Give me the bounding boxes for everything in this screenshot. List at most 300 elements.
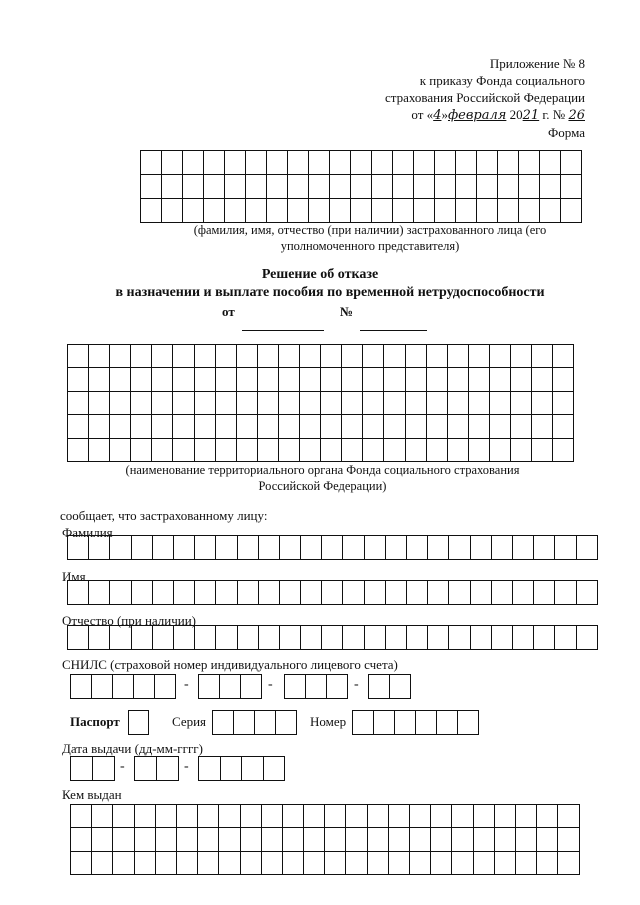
grid-cell[interactable] [279,345,300,368]
grid-cell[interactable] [490,345,511,368]
grid-cell[interactable] [89,536,110,560]
grid-cell[interactable] [456,151,477,175]
grid-cell[interactable] [490,439,511,462]
grid-cell[interactable] [195,392,216,415]
grid-cell[interactable] [213,711,234,735]
grid-cell[interactable] [534,581,555,605]
grid-cell[interactable] [577,536,598,560]
grid-cell[interactable] [71,805,92,828]
grid-cell[interactable] [113,675,134,699]
grid-cell[interactable] [131,392,152,415]
grid-cell[interactable] [363,439,384,462]
grid-cell[interactable] [414,175,435,199]
grid-cell[interactable] [132,626,153,650]
grid-cell[interactable] [279,415,300,438]
grid-cell[interactable] [135,828,156,851]
grid-cell[interactable] [384,415,405,438]
grid-cell[interactable] [410,828,431,851]
passport-checkbox[interactable] [128,710,149,735]
grid-cell[interactable] [68,581,89,605]
grid-cell[interactable] [183,175,204,199]
grid-cell[interactable] [216,581,237,605]
grid-cell[interactable] [343,581,364,605]
grid-cell[interactable] [141,199,162,223]
grid-cell[interactable] [68,626,89,650]
grid-cell[interactable] [92,828,113,851]
grid-cell[interactable] [558,852,579,875]
grid-cell[interactable] [555,626,576,650]
grid-cell[interactable] [414,151,435,175]
grid-cell[interactable] [327,675,348,699]
grid-cell[interactable] [304,805,325,828]
grid-cell[interactable] [300,415,321,438]
grid-cell[interactable] [258,368,279,391]
grid-cell[interactable] [553,392,574,415]
grid-cell[interactable] [110,439,131,462]
grid-cell[interactable] [301,581,322,605]
grid-cell[interactable] [129,711,149,735]
grid-cell[interactable] [553,439,574,462]
grid-cell[interactable] [309,175,330,199]
grid-cell[interactable] [490,368,511,391]
grid-cell[interactable] [301,626,322,650]
grid-cell[interactable] [241,675,262,699]
grid-cell[interactable] [234,711,255,735]
grid-cell[interactable] [390,675,411,699]
grid-cell[interactable] [131,415,152,438]
grid-cell[interactable] [259,536,280,560]
grid-cell[interactable] [177,852,198,875]
grid-cell[interactable] [511,368,532,391]
grid-cell[interactable] [342,345,363,368]
grid-cell[interactable] [343,626,364,650]
grid-cell[interactable] [280,626,301,650]
grid-cell[interactable] [393,199,414,223]
grid-cell[interactable] [238,581,259,605]
grid-cell[interactable] [89,626,110,650]
snils-part-4[interactable] [368,674,411,699]
grid-cell[interactable] [300,368,321,391]
grid-cell[interactable] [195,345,216,368]
grid-cell[interactable] [237,368,258,391]
grid-cell[interactable] [183,151,204,175]
grid-cell[interactable] [456,199,477,223]
grid-cell[interactable] [152,415,173,438]
grid-cell[interactable] [131,345,152,368]
grid-cell[interactable] [173,415,194,438]
grid-cell[interactable] [309,151,330,175]
grid-cell[interactable] [553,345,574,368]
grid-cell[interactable] [406,415,427,438]
grid-cell[interactable] [416,711,437,735]
grid-cell[interactable] [448,392,469,415]
grid-cell[interactable] [558,805,579,828]
grid-cell[interactable] [406,368,427,391]
grid-cell[interactable] [195,415,216,438]
grid-cell[interactable] [173,368,194,391]
grid-cell[interactable] [395,711,416,735]
grid-cell[interactable] [92,805,113,828]
grid-cell[interactable] [346,852,367,875]
grid-cell[interactable] [532,392,553,415]
grid-cell[interactable] [384,368,405,391]
grid-cell[interactable] [469,439,490,462]
grid-cell[interactable] [113,852,134,875]
grid-cell[interactable] [279,392,300,415]
grid-cell[interactable] [410,852,431,875]
grid-cell[interactable] [321,415,342,438]
grid-cell[interactable] [204,199,225,223]
grid-cell[interactable] [435,151,456,175]
grid-cell[interactable] [132,581,153,605]
grid-cell[interactable] [288,199,309,223]
grid-cell[interactable] [152,345,173,368]
grid-cell[interactable] [195,439,216,462]
grid-cell[interactable] [368,852,389,875]
grid-cell[interactable] [511,392,532,415]
grid-cell[interactable] [407,536,428,560]
grid-cell[interactable] [471,581,492,605]
grid-cell[interactable] [195,626,216,650]
grid-cell[interactable] [386,536,407,560]
grid-cell[interactable] [216,439,237,462]
grid-cell[interactable] [155,675,176,699]
surname-grid[interactable] [67,535,598,560]
grid-cell[interactable] [553,368,574,391]
grid-cell[interactable] [241,852,262,875]
grid-cell[interactable] [113,805,134,828]
grid-cell[interactable] [68,439,89,462]
grid-cell[interactable] [279,368,300,391]
grid-cell[interactable] [449,626,470,650]
grid-cell[interactable] [93,757,115,781]
grid-cell[interactable] [141,175,162,199]
grid-cell[interactable] [458,711,479,735]
grid-cell[interactable] [330,175,351,199]
grid-cell[interactable] [198,828,219,851]
grid-cell[interactable] [152,368,173,391]
grid-cell[interactable] [386,626,407,650]
grid-cell[interactable] [283,828,304,851]
grid-cell[interactable] [259,581,280,605]
grid-cell[interactable] [135,757,157,781]
grid-cell[interactable] [132,536,153,560]
grid-cell[interactable] [309,199,330,223]
grid-cell[interactable] [68,368,89,391]
grid-cell[interactable] [511,439,532,462]
grid-cell[interactable] [365,626,386,650]
grid-cell[interactable] [372,151,393,175]
grid-cell[interactable] [238,536,259,560]
grid-cell[interactable] [513,536,534,560]
grid-cell[interactable] [537,828,558,851]
grid-cell[interactable] [225,151,246,175]
grid-cell[interactable] [365,581,386,605]
grid-cell[interactable] [498,199,519,223]
grid-cell[interactable] [267,199,288,223]
grid-cell[interactable] [71,675,92,699]
grid-cell[interactable] [448,439,469,462]
grid-cell[interactable] [71,757,93,781]
grid-cell[interactable] [216,536,237,560]
grid-cell[interactable] [225,175,246,199]
grid-cell[interactable] [322,581,343,605]
grid-cell[interactable] [246,199,267,223]
grid-cell[interactable] [162,199,183,223]
grid-cell[interactable] [183,199,204,223]
grid-cell[interactable] [110,581,131,605]
grid-cell[interactable] [237,439,258,462]
grid-cell[interactable] [280,581,301,605]
grid-cell[interactable] [216,368,237,391]
grid-cell[interactable] [321,368,342,391]
grid-cell[interactable] [406,439,427,462]
grid-cell[interactable] [363,368,384,391]
grid-cell[interactable] [135,805,156,828]
grid-cell[interactable] [540,151,561,175]
grid-cell[interactable] [389,828,410,851]
grid-cell[interactable] [177,805,198,828]
grid-cell[interactable] [389,852,410,875]
grid-cell[interactable] [204,151,225,175]
grid-cell[interactable] [469,345,490,368]
grid-cell[interactable] [255,711,276,735]
grid-cell[interactable] [199,675,220,699]
grid-cell[interactable] [384,345,405,368]
grid-cell[interactable] [577,626,598,650]
grid-cell[interactable] [519,151,540,175]
grid-cell[interactable] [330,151,351,175]
grid-cell[interactable] [448,368,469,391]
grid-cell[interactable] [237,392,258,415]
grid-cell[interactable] [258,415,279,438]
grid-cell[interactable] [435,199,456,223]
grid-cell[interactable] [368,828,389,851]
grid-cell[interactable] [427,392,448,415]
grid-cell[interactable] [474,828,495,851]
grid-cell[interactable] [363,392,384,415]
grid-cell[interactable] [516,805,537,828]
grid-cell[interactable] [428,626,449,650]
grid-cell[interactable] [216,392,237,415]
grid-cell[interactable] [110,368,131,391]
grid-cell[interactable] [449,536,470,560]
grid-cell[interactable] [513,581,534,605]
grid-cell[interactable] [537,852,558,875]
grid-cell[interactable] [156,852,177,875]
snils-part-1[interactable] [70,674,176,699]
grid-cell[interactable] [173,345,194,368]
grid-cell[interactable] [495,828,516,851]
grid-cell[interactable] [519,199,540,223]
grid-cell[interactable] [259,626,280,650]
grid-cell[interactable] [246,151,267,175]
grid-cell[interactable] [110,392,131,415]
grid-cell[interactable] [346,805,367,828]
grid-cell[interactable] [258,345,279,368]
issue-month-grid[interactable] [134,756,179,781]
grid-cell[interactable] [428,536,449,560]
grid-cell[interactable] [492,626,513,650]
grid-cell[interactable] [351,151,372,175]
grid-cell[interactable] [351,175,372,199]
grid-cell[interactable] [242,757,264,781]
grid-cell[interactable] [363,415,384,438]
grid-cell[interactable] [384,439,405,462]
grid-cell[interactable] [555,536,576,560]
grid-cell[interactable] [262,852,283,875]
grid-cell[interactable] [431,852,452,875]
grid-cell[interactable] [276,711,297,735]
grid-cell[interactable] [283,805,304,828]
grid-cell[interactable] [471,626,492,650]
grid-cell[interactable] [393,175,414,199]
grid-cell[interactable] [241,828,262,851]
grid-cell[interactable] [153,536,174,560]
grid-cell[interactable] [407,581,428,605]
grid-cell[interactable] [365,536,386,560]
grid-cell[interactable] [342,415,363,438]
grid-cell[interactable] [448,415,469,438]
grid-cell[interactable] [406,392,427,415]
grid-cell[interactable] [471,536,492,560]
grid-cell[interactable] [162,151,183,175]
grid-cell[interactable] [353,711,374,735]
grid-cell[interactable] [431,828,452,851]
grid-cell[interactable] [393,151,414,175]
grid-cell[interactable] [495,852,516,875]
grid-cell[interactable] [427,439,448,462]
grid-cell[interactable] [342,392,363,415]
grid-cell[interactable] [477,175,498,199]
grid-cell[interactable] [513,626,534,650]
grid-cell[interactable] [221,757,243,781]
grid-cell[interactable] [156,805,177,828]
grid-cell[interactable] [532,368,553,391]
grid-cell[interactable] [300,345,321,368]
issue-day-grid[interactable] [70,756,115,781]
issued-by-grid[interactable] [70,804,580,875]
grid-cell[interactable] [110,415,131,438]
grid-cell[interactable] [342,368,363,391]
grid-cell[interactable] [321,392,342,415]
grid-cell[interactable] [407,626,428,650]
grid-cell[interactable] [177,828,198,851]
grid-cell[interactable] [477,199,498,223]
decision-date-line[interactable] [242,330,324,331]
grid-cell[interactable] [555,581,576,605]
grid-cell[interactable] [469,392,490,415]
grid-cell[interactable] [534,536,555,560]
grid-cell[interactable] [288,151,309,175]
grid-cell[interactable] [437,711,458,735]
grid-cell[interactable] [267,151,288,175]
grid-cell[interactable] [258,439,279,462]
grid-cell[interactable] [410,805,431,828]
grid-cell[interactable] [241,805,262,828]
grid-cell[interactable] [280,536,301,560]
grid-cell[interactable] [264,757,286,781]
grid-cell[interactable] [427,345,448,368]
grid-cell[interactable] [540,175,561,199]
grid-cell[interactable] [89,581,110,605]
grid-cell[interactable] [346,828,367,851]
grid-cell[interactable] [322,536,343,560]
grid-cell[interactable] [342,439,363,462]
grid-cell[interactable] [474,805,495,828]
grid-cell[interactable] [477,151,498,175]
grid-cell[interactable] [237,415,258,438]
grid-cell[interactable] [89,368,110,391]
snils-part-3[interactable] [284,674,348,699]
passport-series-grid[interactable] [212,710,297,735]
grid-cell[interactable] [283,852,304,875]
grid-cell[interactable] [474,852,495,875]
grid-cell[interactable] [519,175,540,199]
grid-cell[interactable] [343,536,364,560]
grid-cell[interactable] [89,345,110,368]
grid-cell[interactable] [89,439,110,462]
grid-cell[interactable] [498,175,519,199]
grid-cell[interactable] [131,368,152,391]
grid-cell[interactable] [174,581,195,605]
grid-cell[interactable] [216,626,237,650]
grid-cell[interactable] [68,345,89,368]
grid-cell[interactable] [321,345,342,368]
grid-cell[interactable] [113,828,134,851]
grid-cell[interactable] [267,175,288,199]
grid-cell[interactable] [219,852,240,875]
grid-cell[interactable] [386,581,407,605]
grid-cell[interactable] [198,805,219,828]
grid-cell[interactable] [134,675,155,699]
grid-cell[interactable] [558,828,579,851]
insured-name-grid[interactable] [140,150,582,223]
grid-cell[interactable] [495,805,516,828]
grid-cell[interactable] [219,805,240,828]
grid-cell[interactable] [577,581,598,605]
grid-cell[interactable] [225,199,246,223]
grid-cell[interactable] [516,828,537,851]
grid-cell[interactable] [152,392,173,415]
passport-number-grid[interactable] [352,710,479,735]
grid-cell[interactable] [322,626,343,650]
grid-cell[interactable] [198,852,219,875]
grid-cell[interactable] [511,415,532,438]
grid-cell[interactable] [414,199,435,223]
grid-cell[interactable] [152,439,173,462]
grid-cell[interactable] [325,852,346,875]
grid-cell[interactable] [237,345,258,368]
grid-cell[interactable] [92,852,113,875]
grid-cell[interactable] [262,828,283,851]
grid-cell[interactable] [173,439,194,462]
grid-cell[interactable] [369,675,390,699]
grid-cell[interactable] [220,675,241,699]
grid-cell[interactable] [498,151,519,175]
grid-cell[interactable] [532,415,553,438]
grid-cell[interactable] [89,415,110,438]
grid-cell[interactable] [374,711,395,735]
grid-cell[interactable] [71,852,92,875]
grid-cell[interactable] [135,852,156,875]
grid-cell[interactable] [553,415,574,438]
issue-year-grid[interactable] [198,756,285,781]
grid-cell[interactable] [384,392,405,415]
grid-cell[interactable] [321,439,342,462]
grid-cell[interactable] [246,175,267,199]
grid-cell[interactable] [469,415,490,438]
